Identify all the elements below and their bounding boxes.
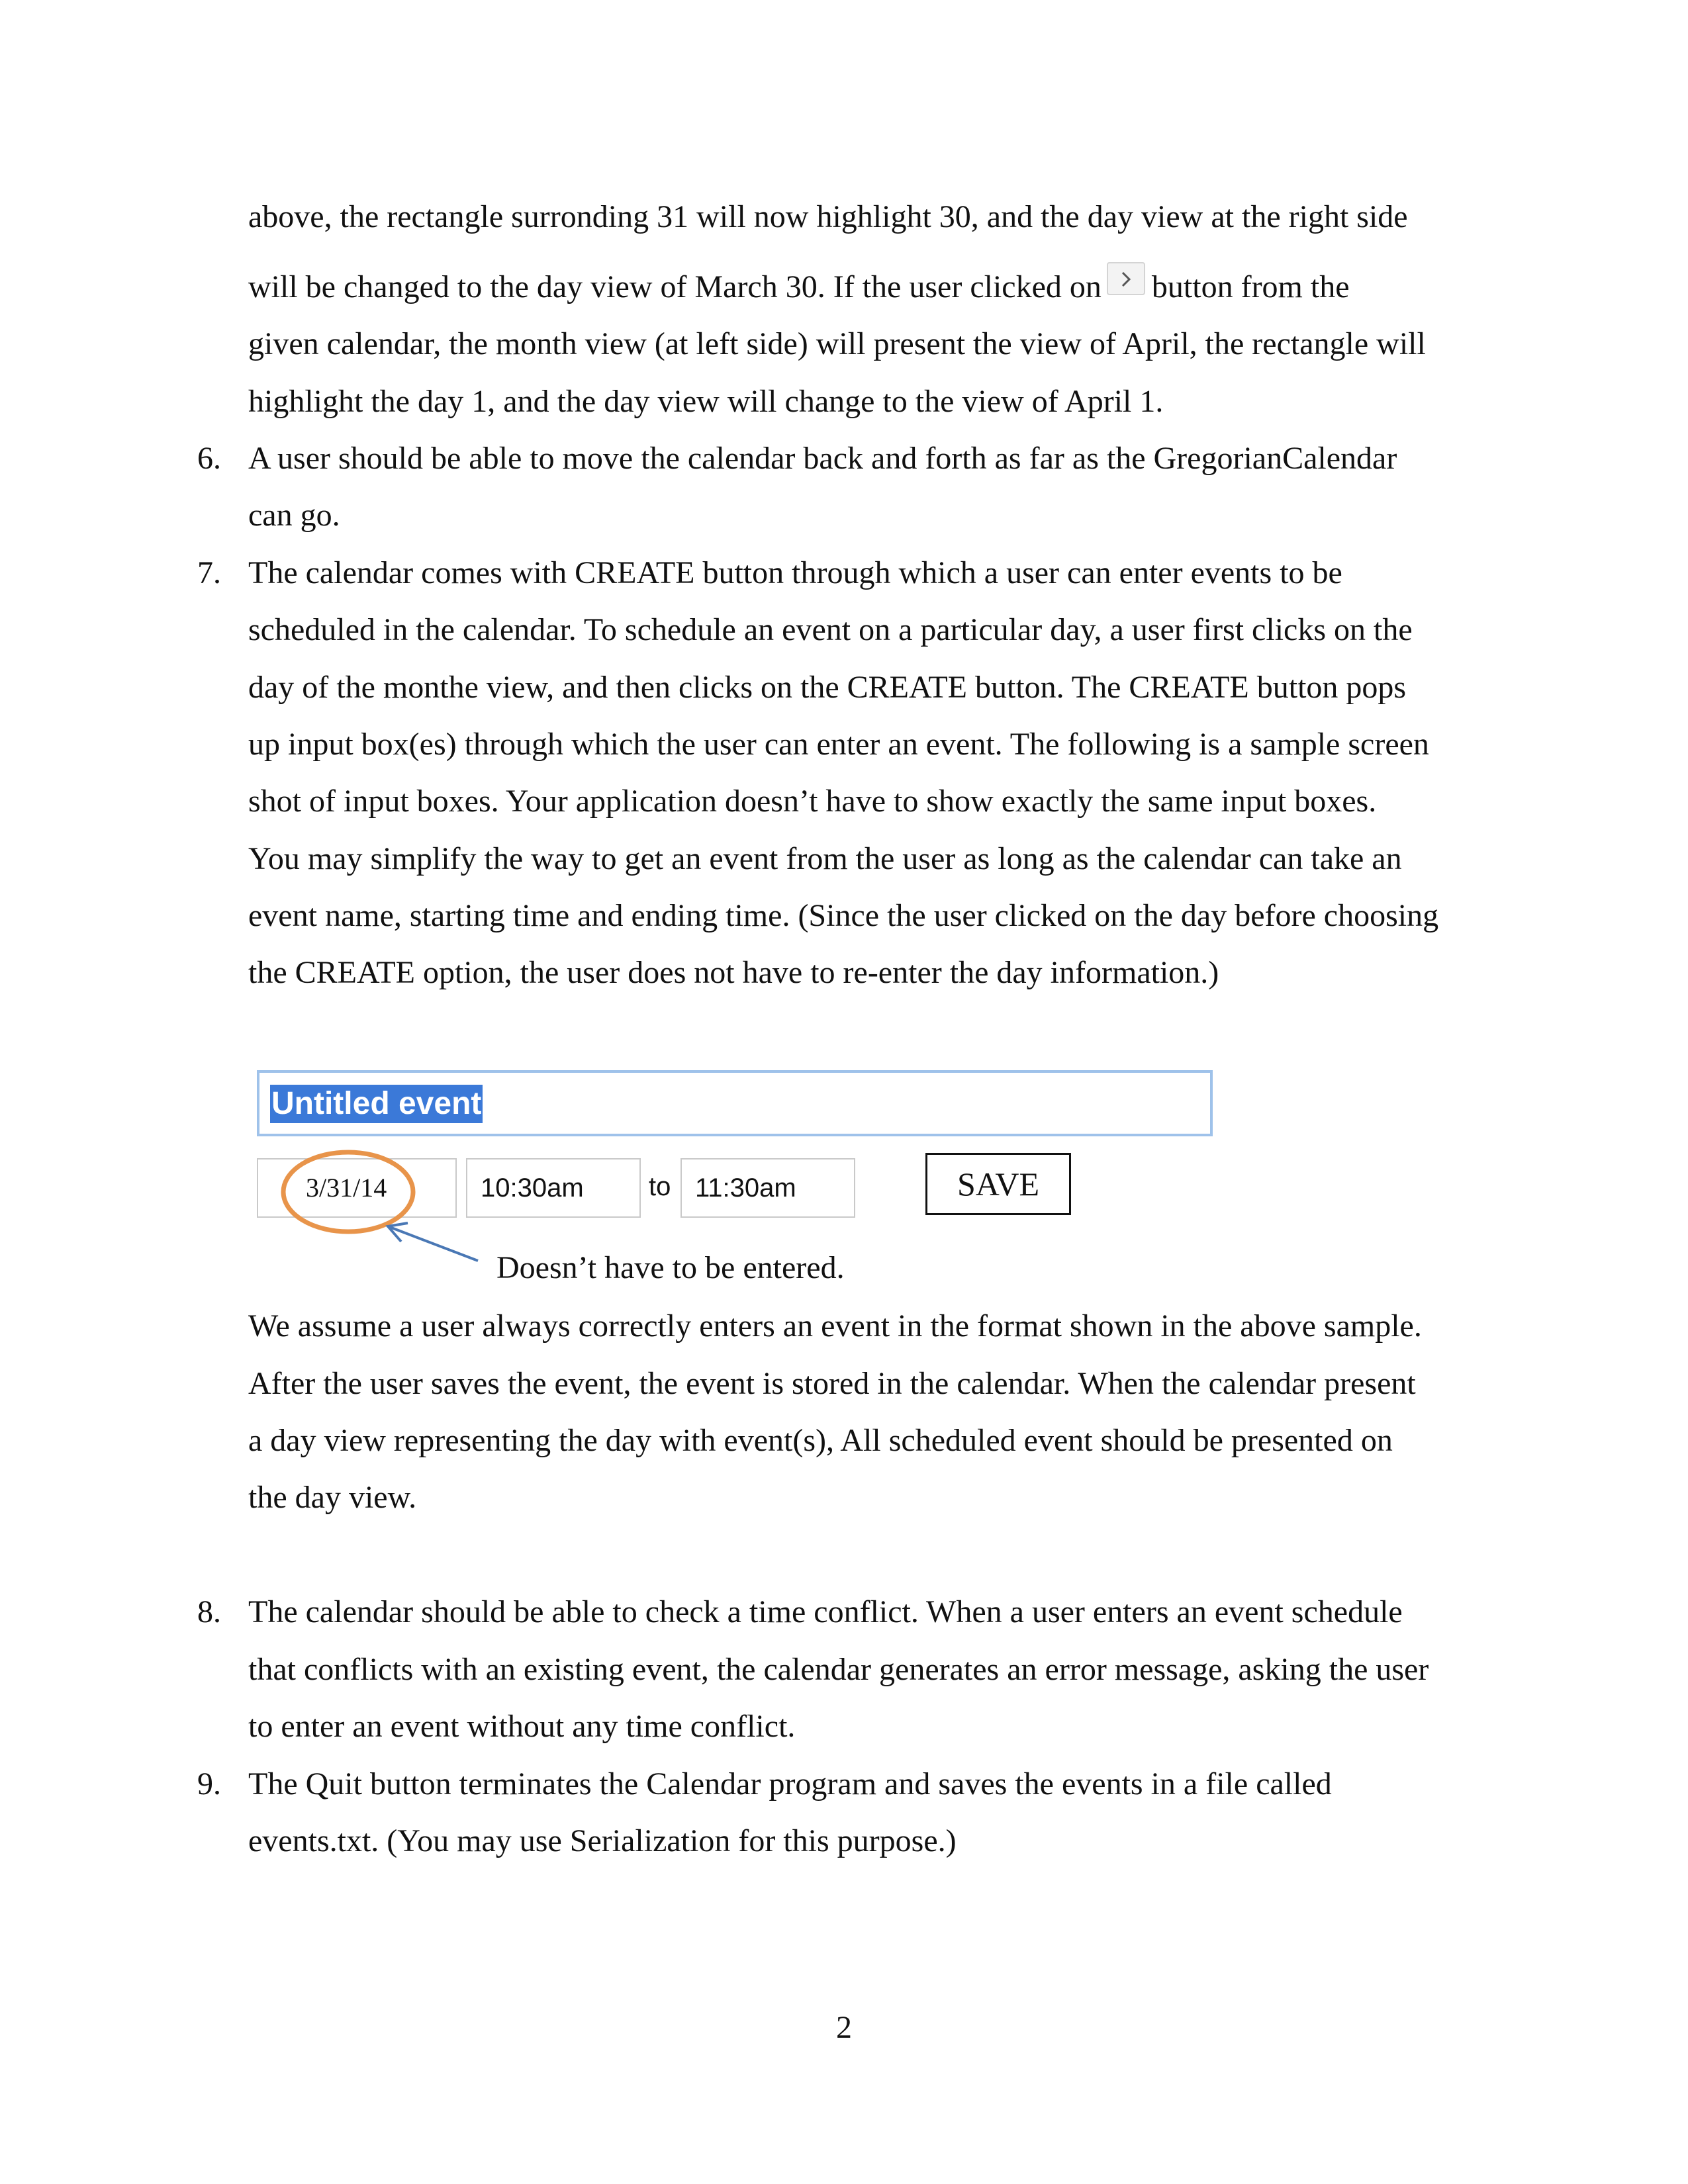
list-number: 8. bbox=[197, 1594, 221, 1629]
paragraph-line: The Quit button terminates the Calendar program and saves the events in a file called bbox=[248, 1766, 1332, 1801]
annotation-arrow-line bbox=[388, 1226, 478, 1261]
paragraph-line: We assume a user always correctly enters an event in the format shown in the above sample. bbox=[248, 1308, 1422, 1343]
paragraph-line: given calendar, the month view (at left side) will present the view of April, the rectangle will bbox=[248, 326, 1426, 361]
event-title-selected-text: Untitled event bbox=[270, 1085, 483, 1123]
list-number: 6. bbox=[197, 441, 221, 476]
event-title-input[interactable] bbox=[257, 1070, 1213, 1136]
paragraph-line: above, the rectangle surronding 31 will now highlight 30, and the day view at the right side bbox=[248, 199, 1408, 234]
paragraph-line: scheduled in the calendar. To schedule an event on a particular day, a user first clicks on the bbox=[248, 612, 1413, 647]
paragraph-line: the CREATE option, the user does not have to re-enter the day information.) bbox=[248, 955, 1219, 990]
paragraph-line: day of the monthe view, and then clicks on the CREATE button. The CREATE button pops bbox=[248, 670, 1407, 705]
paragraph-line: The calendar comes with CREATE button through which a user can enter events to be bbox=[248, 555, 1342, 590]
to-label: to bbox=[649, 1172, 671, 1201]
paragraph-line: highlight the day 1, and the day view will change to the view of April 1. bbox=[248, 384, 1164, 419]
paragraph-line: The calendar should be able to check a time conflict. When a user enters an event schedule bbox=[248, 1594, 1403, 1629]
paragraph-line: a day view representing the day with event(s), All scheduled event should be presented on bbox=[248, 1423, 1393, 1458]
paragraph-line: You may simplify the way to get an event from the user as long as the calendar can take an bbox=[248, 841, 1402, 876]
event-date-field[interactable]: 3/31/14 bbox=[257, 1158, 457, 1218]
save-button[interactable]: SAVE bbox=[925, 1153, 1071, 1215]
paragraph-line: shot of input boxes. Your application doesn’t have to show exactly the same input boxes. bbox=[248, 784, 1377, 819]
page-number: 2 bbox=[836, 2010, 852, 2045]
paragraph-line: After the user saves the event, the event is stored in the calendar. When the calendar present bbox=[248, 1366, 1416, 1401]
next-button-sample bbox=[1107, 262, 1145, 295]
annotation-overlay bbox=[265, 1145, 503, 1271]
annotation-text: Doesn’t have to be entered. bbox=[496, 1250, 845, 1285]
paragraph-text: button from the bbox=[1151, 269, 1350, 304]
paragraph-line: events.txt. (You may use Serialization for this purpose.) bbox=[248, 1823, 957, 1858]
paragraph-line: to enter an event without any time conflict. bbox=[248, 1709, 796, 1744]
list-number: 9. bbox=[197, 1766, 221, 1801]
paragraph-line: event name, starting time and ending time. (Since the user clicked on the day before choosing bbox=[248, 898, 1439, 933]
list-number: 7. bbox=[197, 555, 221, 590]
start-time-field[interactable]: 10:30am bbox=[466, 1158, 641, 1218]
paragraph-line: A user should be able to move the calendar back and forth as far as the GregorianCalendar bbox=[248, 441, 1397, 476]
end-time-field[interactable]: 11:30am bbox=[680, 1158, 855, 1218]
paragraph-line bbox=[248, 269, 1350, 306]
paragraph-text: will be changed to the day view of March 30. If the user clicked on bbox=[248, 269, 1102, 304]
paragraph-line: can go. bbox=[248, 498, 340, 533]
date-highlight-circle bbox=[283, 1152, 413, 1232]
paragraph-line: up input box(es) through which the user can enter an event. The following is a sample screen bbox=[248, 727, 1429, 762]
chevron-right-icon bbox=[1119, 270, 1135, 289]
paragraph-line: that conflicts with an existing event, the calendar generates an error message, asking the user bbox=[248, 1652, 1429, 1687]
paragraph-line: the day view. bbox=[248, 1480, 417, 1515]
